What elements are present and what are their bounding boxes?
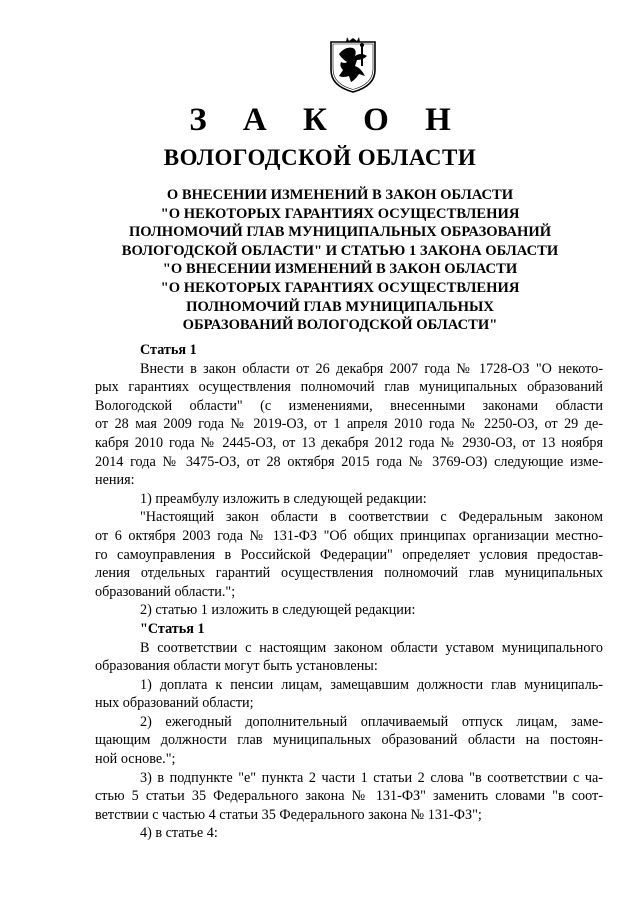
body-line: Вологодской области" (с изменениями, внесенными законами области (95, 397, 603, 414)
body-line: ления отдельных гарантий осуществления полномочий глав муниципальных (95, 565, 603, 582)
body-line: от 28 мая 2009 года № 2019-ОЗ, от 1 апреля 2010 года № 2250-ОЗ, от 29 де- (95, 416, 603, 433)
heading-line: ОБРАЗОВАНИЙ ВОЛОГОДСКОЙ ОБЛАСТИ" (182, 317, 498, 334)
body-line: кабря 2010 года № 2445-ОЗ, от 13 декабря 2012 года № 2930-ОЗ, от 13 ноября (95, 434, 603, 451)
heading-line: ПОЛНОМОЧИЙ ГЛАВ МУНИЦИПАЛЬНЫХ ОБРАЗОВАНИЙ (128, 224, 552, 241)
body-line: от 6 октября 2003 года № 131-ФЗ "Об общих принципах организации местно- (95, 527, 603, 544)
body-line: щающим должности глав муниципальных образований области на постоян- (95, 732, 603, 749)
body-line: В соответствии с настоящим законом области уставом муниципального (140, 639, 603, 656)
heading-line: ПОЛНОМОЧИЙ ГЛАВ МУНИЦИПАЛЬНЫХ (186, 298, 494, 315)
heading-line: "О НЕКОТОРЫХ ГАРАНТИЯХ ОСУЩЕСТВЛЕНИЯ (160, 205, 520, 222)
body-line: рых гарантиях осуществления полномочий глав муниципальных образований (95, 379, 603, 396)
heading-line: О ВНЕСЕНИИ ИЗМЕНЕНИЙ В ЗАКОН ОБЛАСТИ (166, 187, 514, 203)
document-title: З А К О Н (189, 102, 465, 138)
body-line: "Статья 1 (140, 620, 205, 637)
article-heading: Статья 1 (140, 342, 197, 358)
body-line: 2014 года № 3475-ОЗ, от 28 октября 2015 года № 3769-ОЗ) следующие изме- (95, 453, 603, 470)
body-line: ветствии с частью 4 статьи 35 Федерального закона № 131-ФЗ"; (95, 806, 482, 823)
body-line: стью 5 статьи 35 Федерального закона № 131-ФЗ" заменить словами "в соот- (95, 788, 603, 805)
body-line: 3) в подпункте "е" пункта 2 части 1 статьи 2 слова "в соответствии с ча- (140, 769, 603, 786)
body-line: образований области."; (95, 583, 236, 600)
body-line: образования области могут быть установлены: (95, 658, 378, 675)
body-line: "Настоящий закон области в соответствии с Федеральным законом (140, 509, 603, 526)
body-line: нения: (95, 472, 135, 489)
heading-line: "О НЕКОТОРЫХ ГАРАНТИЯХ ОСУЩЕСТВЛЕНИЯ (160, 279, 520, 296)
body-line: го самоуправления в Российской Федерации" определяет условия предостав- (95, 546, 603, 563)
heading-line: ВОЛОГОДСКОЙ ОБЛАСТИ" И СТАТЬЮ 1 ЗАКОНА ОБЛАСТИ (121, 242, 559, 259)
body-line: 4) в статье 4: (140, 825, 218, 842)
body-line: 1) преамбулу изложить в следующей редакции: (140, 490, 427, 507)
body-line: ных образований области; (95, 695, 254, 712)
body-line: 2) статью 1 изложить в следующей редакции: (140, 602, 416, 619)
law-heading (95, 186, 585, 335)
body-line: Внести в закон области от 26 декабря 2007 года № 1728-ОЗ "О некото- (140, 360, 603, 377)
document-subtitle: ВОЛОГОДСКОЙ ОБЛАСТИ (163, 145, 477, 170)
body-line: 2) ежегодный дополнительный оплачиваемый отпуск лицам, заме- (140, 713, 603, 730)
coat-of-arms-icon (327, 36, 379, 94)
document-body (95, 341, 603, 843)
heading-line: "О ВНЕСЕНИИ ИЗМЕНЕНИЙ В ЗАКОН ОБЛАСТИ (162, 261, 518, 278)
body-line: 1) доплата к пенсии лицам, замещавшим должности глав муниципаль- (140, 676, 603, 693)
body-line: ной основе."; (95, 751, 176, 768)
